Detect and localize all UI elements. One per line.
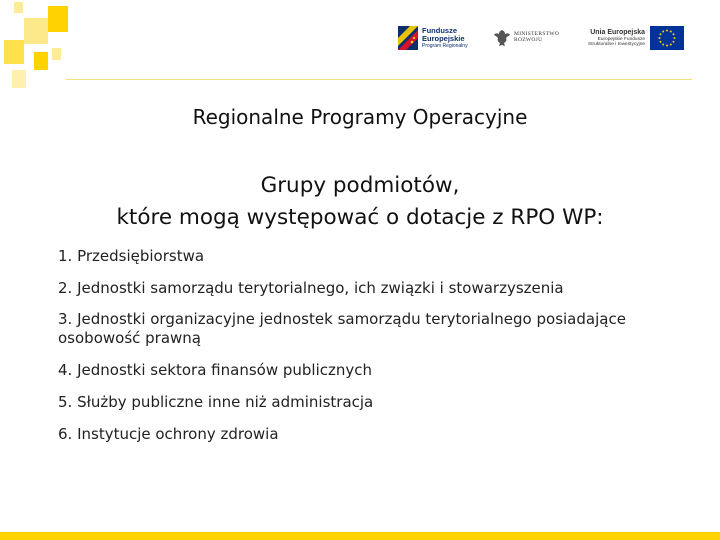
ue-funds-line2: Strukturalne i Inwestycyjne	[588, 41, 646, 47]
logo-strip	[398, 20, 684, 56]
list-item: 4. Jednostki sektora finansów publicznych	[58, 361, 372, 379]
fe-name-line1: Fundusze	[422, 26, 457, 35]
eu-flag-icon	[650, 26, 684, 50]
ministerstwo-rozwoju-logo	[494, 28, 576, 48]
entity-list	[58, 246, 698, 456]
eagle-emblem-icon	[494, 28, 510, 48]
fundusze-europejskie-logo	[398, 26, 484, 50]
footer-accent-bar	[0, 532, 720, 540]
ue-name: Unia Europejska	[590, 28, 646, 36]
unia-europejska-logo	[588, 26, 684, 50]
ministerstwo-line1: MINISTERSTWO	[514, 31, 560, 38]
subtitle-line2: które mogą występować o dotacje z RPO WP:	[116, 205, 604, 230]
list-item: 3. Jednostki organizacyjne jednostek samorządu terytorialnego posiadające osobowość prawną	[58, 310, 626, 347]
fundusze-europejskie-logo-icon	[398, 26, 418, 50]
list-item: 2. Jednostki samorządu terytorialnego, ich związki i stowarzyszenia	[58, 279, 564, 297]
list-item: 1. Przedsiębiorstwa	[58, 247, 205, 265]
list-item: 6. Instytucje ochrony zdrowia	[58, 425, 279, 443]
ministerstwo-line2: ROZWOJU	[514, 37, 543, 43]
header-divider	[66, 79, 692, 80]
ue-funds-line1: Europejskie Fundusze	[597, 36, 646, 42]
subtitle-line1: Grupy podmiotów,	[260, 173, 460, 198]
fe-program: Program Regionalny	[422, 42, 468, 49]
page-title: Regionalne Programy Operacyjne	[192, 105, 528, 129]
decorative-squares	[0, 0, 72, 92]
subtitle	[0, 170, 720, 234]
list-item: 5. Służby publiczne inne niż administracja	[58, 393, 374, 411]
fe-name-line2: Europejskie	[422, 33, 465, 43]
